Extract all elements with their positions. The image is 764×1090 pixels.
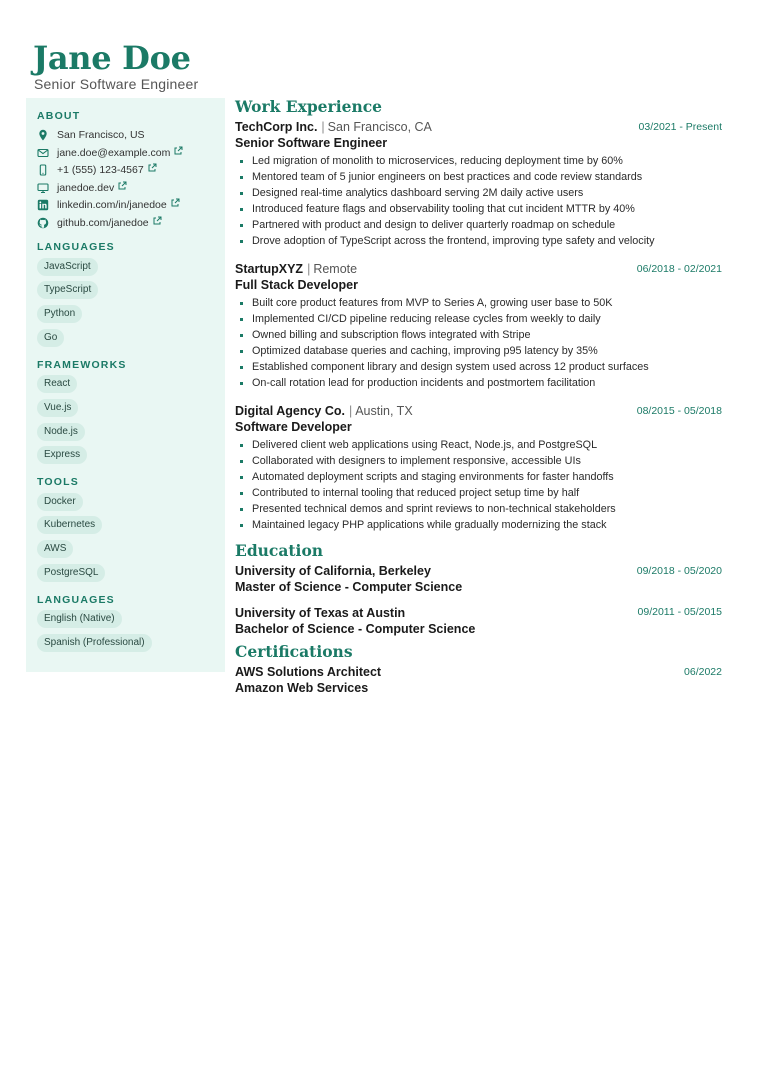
bullet-item: Led migration of monolith to microservices, reducing deployment time by 60% — [238, 153, 728, 169]
job-dates: 08/2015 - 05/2018 — [636, 405, 722, 417]
education-dates: 09/2011 - 05/2015 — [637, 606, 722, 618]
education-heading: Education — [235, 541, 324, 560]
location-pin-icon — [37, 129, 49, 141]
job-title: Senior Software Engineer — [34, 76, 199, 92]
job-bullets — [238, 437, 728, 534]
linkedin-icon — [37, 199, 49, 211]
bullet-item: Presented technical demos and sprint reviews to non-technical stakeholders — [238, 501, 728, 517]
external-link-icon[interactable] — [147, 163, 157, 173]
contact-website[interactable] — [37, 179, 127, 196]
bullet-item: Maintained legacy PHP applications while gradually modernizing the stack — [238, 517, 728, 533]
skill-chip: AWS — [37, 540, 73, 558]
contact-linkedin[interactable] — [37, 196, 180, 213]
certifications-heading: Certifications — [235, 642, 353, 661]
frameworks-heading: FRAMEWORKS — [37, 359, 127, 371]
certification-issuer: Amazon Web Services — [235, 681, 369, 695]
contact-email[interactable] — [37, 144, 183, 161]
education-dates: 09/2018 - 05/2020 — [636, 565, 722, 577]
bullet-item: Implemented CI/CD pipeline reducing release cycles from weekly to daily — [238, 311, 728, 327]
mail-icon — [37, 147, 49, 159]
skill-chip: React — [37, 375, 77, 393]
bullet-item: Automated deployment scripts and staging environments for faster handoffs — [238, 469, 728, 485]
bullet-item: Introduced feature flags and observability tooling that cut incident MTTR by 40% — [238, 201, 728, 217]
school-name: University of Texas at Austin — [235, 606, 406, 620]
job-bullets — [238, 295, 728, 392]
github-icon — [37, 217, 49, 229]
phone-icon — [37, 164, 49, 176]
skill-chip: JavaScript — [37, 258, 98, 276]
language-chip: English (Native) — [37, 610, 122, 628]
bullet-item: On-call rotation lead for production incidents and postmortem facilitation — [238, 375, 728, 391]
skill-chip: PostgreSQL — [37, 564, 105, 582]
skill-chip: Go — [37, 329, 64, 347]
contact-text[interactable]: +1 (555) 123-4567 — [57, 163, 144, 176]
external-link-icon[interactable] — [152, 216, 162, 226]
skill-chip: Kubernetes — [37, 516, 102, 534]
bullet-item: Collaborated with designers to implement responsive, accessible UIs — [238, 453, 728, 469]
job-role: Senior Software Engineer — [235, 136, 388, 150]
skill-chip: TypeScript — [37, 281, 98, 299]
bullet-item: Established component library and design system used across 12 product surfaces — [238, 359, 728, 375]
company-location: Remote — [313, 262, 358, 276]
contact-text[interactable]: jane.doe@example.com — [57, 146, 171, 159]
contact-text: San Francisco, US — [57, 128, 145, 141]
bullet-item: Mentored team of 5 junior engineers on best practices and code review standards — [238, 169, 728, 185]
job-bullets — [238, 153, 728, 250]
bullet-item: Built core product features from MVP to Series A, growing user base to 50K — [238, 295, 728, 311]
bullet-item: Drove adoption of TypeScript across the frontend, improving type safety and velocity — [238, 233, 728, 249]
job-role: Software Developer — [235, 420, 352, 434]
job-dates: 06/2018 - 02/2021 — [636, 263, 722, 275]
skill-chip: Express — [37, 446, 87, 464]
monitor-icon — [37, 182, 49, 194]
tools-heading: TOOLS — [37, 476, 79, 488]
external-link-icon[interactable] — [117, 181, 127, 191]
contact-github[interactable] — [37, 214, 162, 231]
job-role: Full Stack Developer — [235, 278, 358, 292]
language-chip: Spanish (Professional) — [37, 634, 152, 652]
company-name: Digital Agency Co. — [235, 404, 345, 418]
contact-text[interactable]: janedoe.dev — [57, 181, 115, 194]
contact-phone[interactable] — [37, 161, 157, 178]
about-heading: ABOUT — [37, 110, 81, 122]
school-name: University of California, Berkeley — [235, 564, 431, 578]
external-link-icon[interactable] — [170, 198, 180, 208]
external-link-icon[interactable] — [173, 146, 183, 156]
company-location: Austin, TX — [355, 404, 413, 418]
company-name: TechCorp Inc. — [235, 120, 318, 134]
languages-heading: LANGUAGES — [37, 241, 115, 253]
bullet-item: Contributed to internal tooling that reduced project setup time by half — [238, 485, 728, 501]
contact-location — [37, 126, 145, 143]
skill-chip: Node.js — [37, 423, 85, 441]
contact-text[interactable]: linkedin.com/in/janedoe — [57, 198, 167, 211]
certification-name: AWS Solutions Architect — [235, 665, 382, 679]
work-experience-heading: Work Experience — [235, 97, 383, 116]
job-company-line: Digital Agency Co. | Austin, TX — [235, 404, 413, 418]
bullet-item: Owned billing and subscription flows integrated with Stripe — [238, 327, 728, 343]
person-name: Jane Doe — [33, 39, 191, 77]
skill-chip: Python — [37, 305, 82, 323]
skill-chip: Vue.js — [37, 399, 78, 417]
skill-chip: Docker — [37, 493, 83, 511]
job-company-line: StartupXYZ | Remote — [235, 262, 358, 276]
bullet-item: Partnered with product and design to deliver quarterly roadmap on schedule — [238, 217, 728, 233]
company-location: San Francisco, CA — [327, 120, 432, 134]
bullet-item: Optimized database queries and caching, improving p95 latency by 35% — [238, 343, 728, 359]
bullet-item: Designed real-time analytics dashboard serving 2M daily active users — [238, 185, 728, 201]
degree: Bachelor of Science - Computer Science — [235, 622, 476, 636]
job-company-line: TechCorp Inc. | San Francisco, CA — [235, 120, 432, 134]
bullet-item: Delivered client web applications using React, Node.js, and PostgreSQL — [238, 437, 728, 453]
job-dates: 03/2021 - Present — [638, 121, 722, 133]
company-name: StartupXYZ — [235, 262, 304, 276]
degree: Master of Science - Computer Science — [235, 580, 463, 594]
certification-date: 06/2022 — [684, 666, 722, 678]
contact-text[interactable]: github.com/janedoe — [57, 216, 149, 229]
spoken-languages-heading: LANGUAGES — [37, 594, 115, 606]
